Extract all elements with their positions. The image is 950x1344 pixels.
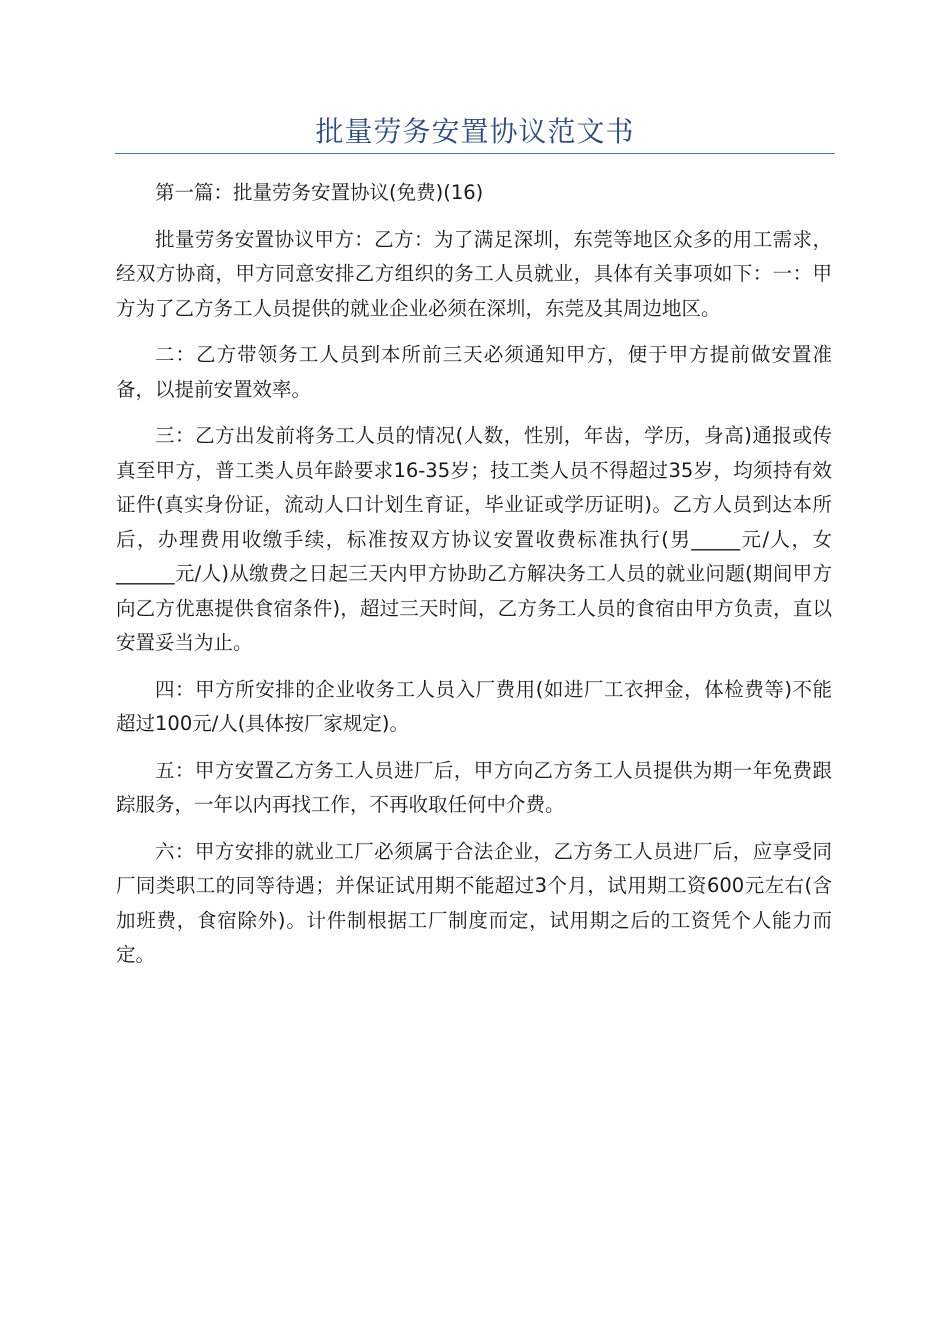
title-underline — [115, 153, 835, 154]
paragraph-clause-4: 四：甲方所安排的企业收务工人员入厂费用(如进厂工衣押金，体检费等)不能超过100元/人(具体按厂家规定)。 — [116, 677, 832, 735]
paragraph-clause-5: 五：甲方安置乙方务工人员进厂后，甲方向乙方务工人员提供为期一年免费跟踪服务，一年以内再找工作，不再收取任何中介费。 — [116, 758, 832, 816]
paragraph-clause-3: 三：乙方出发前将务工人员的情况(人数，性别，年齿，学历，身高)通报或传真至甲方，普工类人员年龄要求16-35岁；技工类人员不得超过35岁，均须持有效证件(真实身份证，流动人口计划生育证，毕业证或学历证明)。乙方人员到达本所后，办理费用收缴手续，标准按双方协议安置收费标准执行(男_____元/人，女______元/人)从缴费之日起三天内甲方协助乙方解决务工人员的就业问题(期间甲方向乙方优惠提供食宿条件)，超过三天时间，乙方务工人员的食宿由甲方负责，直以安置妥当为止。 — [116, 424, 832, 654]
document-body — [116, 176, 832, 985]
paragraph-clause-6: 六：甲方安排的就业工厂必须属于合法企业，乙方务工人员进厂后，应享受同厂同类职工的同等待遇；并保证试用期不能超过3个月，试用期工资600元左右(含加班费，食宿除外)。计件制根据工厂制度而定，试用期之后的工资凭个人能力而定。 — [116, 839, 832, 966]
section-heading: 第一篇：批量劳务安置协议(免费)(16) — [155, 181, 484, 204]
document-title: 批量劳务安置协议范文书 — [315, 115, 635, 148]
paragraph-intro: 批量劳务安置协议甲方：乙方：为了满足深圳，东莞等地区众多的用工需求，经双方协商，甲方同意安排乙方组织的务工人员就业，具体有关事项如下：一：甲方为了乙方务工人员提供的就业企业必须在深圳，东莞及其周边地区。 — [116, 227, 832, 320]
paragraph-clause-2: 二：乙方带领务工人员到本所前三天必须通知甲方，便于甲方提前做安置准备，以提前安置效率。 — [116, 343, 832, 401]
